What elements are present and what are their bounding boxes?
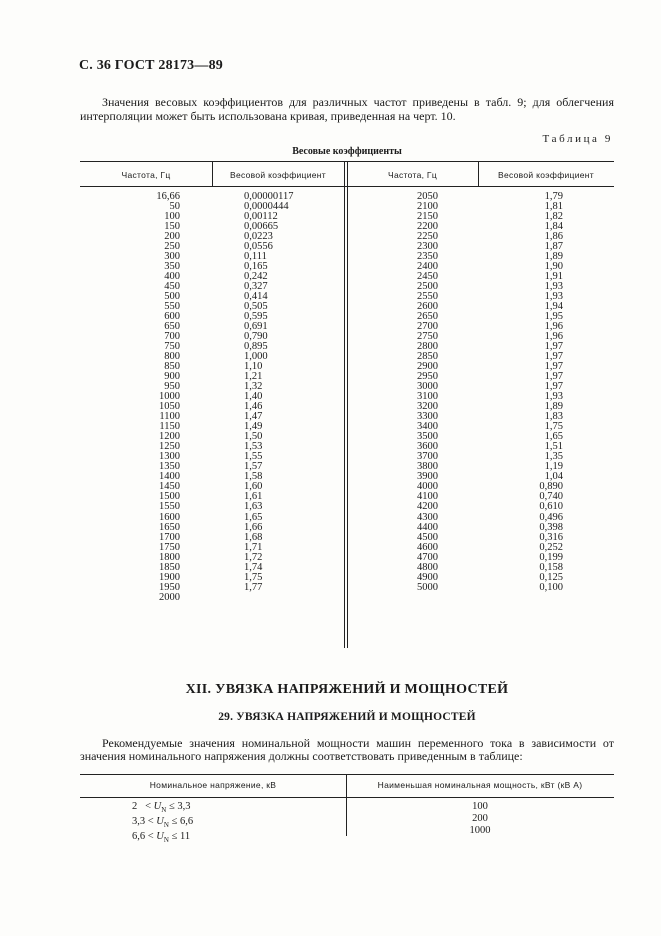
header-voltage: Номинальное напряжение, кВ: [149, 780, 277, 790]
page-header: С. 36 ГОСТ 28173—89: [79, 58, 223, 73]
power-table-top-rule: [80, 774, 614, 775]
column-voltage: [132, 801, 272, 846]
header-freq-right: Частота, Гц: [388, 170, 437, 180]
header-power: Наименьшая номинальная мощность, кВт (кВ А): [377, 780, 583, 790]
header-coef-left: Весовой коэффициент: [230, 170, 326, 180]
column-freq-left: 16,66 50 100 150 200 250 300 350 400 450 500 550 600 650 700 750 800 850 900 950 1000 1050 1100 1150 1200 1250 1300 1350 1400 1450 1500 1550 1600 1650 1700 1750 1800 1850 1900 1950 2000: [156, 191, 180, 603]
column-freq-right: 2050 2100 2150 2200 2250 2300 2350 2400 2450 2500 2550 2600 2650 2700 2750 2800 2850 2900 2950 3000 3100 3200 3300 3400 3500 3600 3700 3800 3900 4000 4100 4200 4300 4400 4500 4600 4700 4800 4900 5000: [417, 191, 438, 593]
header-freq-left: Частота, Гц: [121, 170, 171, 180]
column-power: 100 200 1000: [469, 801, 491, 836]
section-paragraph: Рекомендуемые значения номинальной мощности машин переменного тока в зависимости от значения номинального напряжения должны соответствовать приведенным в таблице:: [80, 736, 614, 763]
column-coef-left: 0,00000117 0,0000444 0,00112 0,00665 0,0223 0,0556 0,111 0,165 0,242 0,327 0,414 0,505 0,595 0,691 0,790 0,895 1,000 1,10 1,21 1,32 1,40 1,46 1,47 1,49 1,50 1,53 1,55 1,57 1,58 1,60 1,61 1,63 1,65 1,66 1,68 1,71 1,72 1,74 1,75 1,77: [244, 191, 294, 593]
section-title: XII. УВЯЗКА НАПРЯЖЕНИЙ И МОЩНОСТЕЙ: [185, 682, 509, 697]
voltage-range: $3,3 < U_N \le 6,6$: [132, 816, 194, 830]
table-number: Таблица 9: [542, 133, 613, 145]
voltage-range: $2 < U_N \le 3,3$: [132, 801, 191, 815]
header-coef-right: Весовой коэффициент: [498, 170, 594, 180]
voltage-range: $6,6 < U_N \le 11$: [132, 831, 191, 845]
table9-divider-2b: [347, 161, 348, 648]
column-coef-right: 1,79 1,81 1,82 1,84 1,86 1,87 1,89 1,90 1,91 1,93 1,93 1,94 1,95 1,96 1,96 1,97 1,97 1,97 1,97 1,97 1,93 1,89 1,83 1,75 1,65 1,51 1,35 1,19 1,04 0,890 0,740 0,610 0,496 0,398 0,316 0,252 0,199 0,158 0,125 0,100: [539, 191, 563, 593]
intro-paragraph: Значения весовых коэффициентов для различных частот приведены в табл. 9; для облегчения интерполяции может быть использована кривая, приведенная на черт. 10.: [80, 95, 614, 123]
table9-divider-2a: [344, 161, 345, 648]
table-title: Весовые коэффициенты: [292, 146, 402, 157]
power-table-header-rule: [80, 797, 614, 798]
section-subtitle: 29. УВЯЗКА НАПРЯЖЕНИЙ И МОЩНОСТЕЙ: [218, 711, 476, 723]
